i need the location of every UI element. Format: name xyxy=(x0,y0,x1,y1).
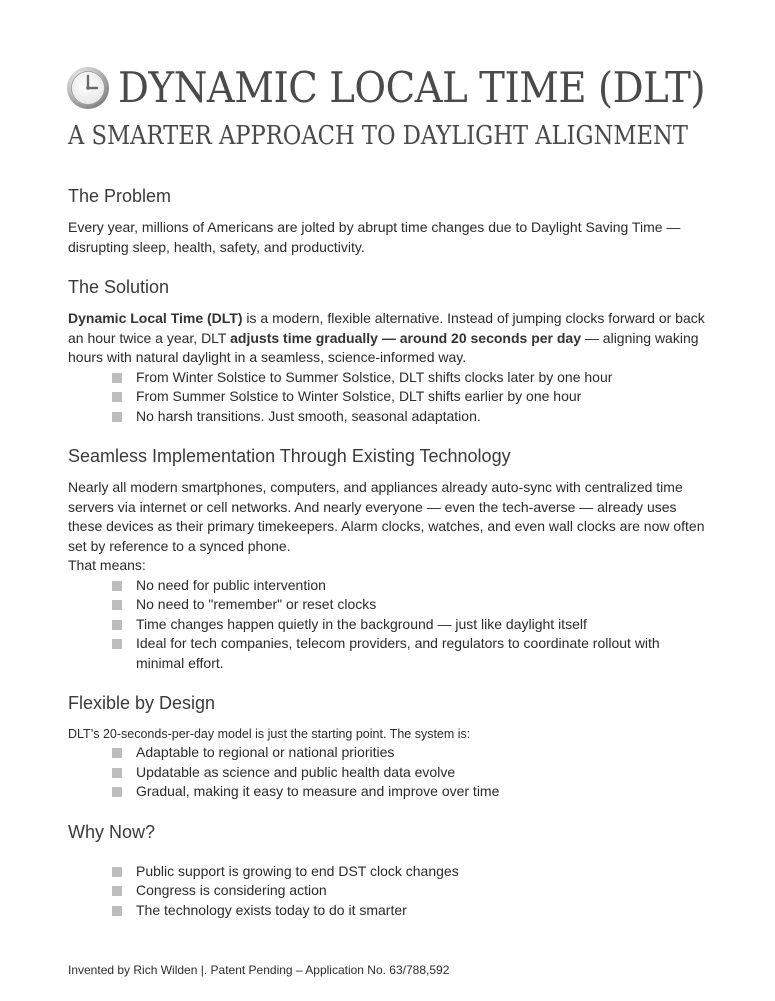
flexible-bullets xyxy=(68,743,708,802)
implementation-text: Nearly all modern smartphones, computers, and appliances already auto-sync with centralized time servers via internet or cell networks. And nearly everyone — even the tech-averse — already uses these devices as their primary timekeepers. Alarm clocks, watches, and even wall clocks are now often set by reference to a synced phone. xyxy=(68,479,705,554)
footer-credit: Invented by Rich Wilden |. Patent Pending – Application No. 63/788,592 xyxy=(68,963,450,977)
implementation-lead: That means: xyxy=(68,557,146,573)
section-implementation xyxy=(68,444,708,673)
list-item: Congress is considering action xyxy=(112,881,708,901)
clock-icon xyxy=(66,66,110,110)
implementation-heading: Seamless Implementation Through Existing Technology xyxy=(68,446,511,466)
solution-bold-rate: adjusts time gradually — around 20 seconds per day xyxy=(230,329,582,346)
list-item: Public support is growing to end DST clock changes xyxy=(112,862,708,882)
section-solution xyxy=(68,275,708,426)
solution-text xyxy=(68,309,708,368)
list-item: The technology exists today to do it smarter xyxy=(112,901,708,921)
section-why-now xyxy=(68,820,708,921)
list-item: No need to "remember" or reset clocks xyxy=(112,595,708,615)
list-item: No harsh transitions. Just smooth, seasonal adaptation. xyxy=(112,407,708,427)
page-title: DYNAMIC LOCAL TIME (DLT) xyxy=(118,63,706,112)
list-item: From Winter Solstice to Summer Solstice, DLT shifts clocks later by one hour xyxy=(112,368,708,388)
list-item: No need for public intervention xyxy=(112,576,708,596)
why-now-heading: Why Now? xyxy=(68,821,156,842)
title-row xyxy=(66,64,756,112)
list-item: Ideal for tech companies, telecom providers, and regulators to coordinate rollout with minimal effort. xyxy=(112,634,708,673)
flexible-heading: Flexible by Design xyxy=(68,693,216,713)
solution-text-1: is a modern, flexible alternative. Instead of jumping clocks forward or back an hour twice a year, DLT xyxy=(68,310,705,346)
list-item: Updatable as science and public health data evolve xyxy=(112,763,708,783)
list-item: From Summer Solstice to Winter Solstice, DLT shifts earlier by one hour xyxy=(112,387,708,407)
solution-bold-name: Dynamic Local Time (DLT) xyxy=(68,310,243,326)
implementation-bullets xyxy=(68,576,708,674)
list-item: Adaptable to regional or national priorities xyxy=(112,743,708,763)
content xyxy=(68,184,708,938)
section-flexible xyxy=(68,691,708,802)
list-item: Gradual, making it easy to measure and improve over time xyxy=(112,782,708,802)
page-subtitle: A SMARTER APPROACH TO DAYLIGHT ALIGNMENT xyxy=(68,121,688,151)
why-now-bullets xyxy=(68,862,708,921)
solution-bullets xyxy=(68,368,708,427)
flexible-text: DLT’s 20-seconds-per-day model is just the starting point. The system is: xyxy=(68,727,471,741)
solution-heading: The Solution xyxy=(68,277,170,297)
problem-heading: The Problem xyxy=(68,186,172,206)
problem-text: Every year, millions of Americans are jolted by abrupt time changes due to Daylight Saving Time — disrupting sleep, health, safety, and productivity. xyxy=(68,219,681,255)
list-item: Time changes happen quietly in the background — just like daylight itself xyxy=(112,615,708,635)
solution-text-2: — aligning waking hours with natural daylight in a seamless, science-informed way. xyxy=(68,329,699,365)
section-problem xyxy=(68,184,708,257)
